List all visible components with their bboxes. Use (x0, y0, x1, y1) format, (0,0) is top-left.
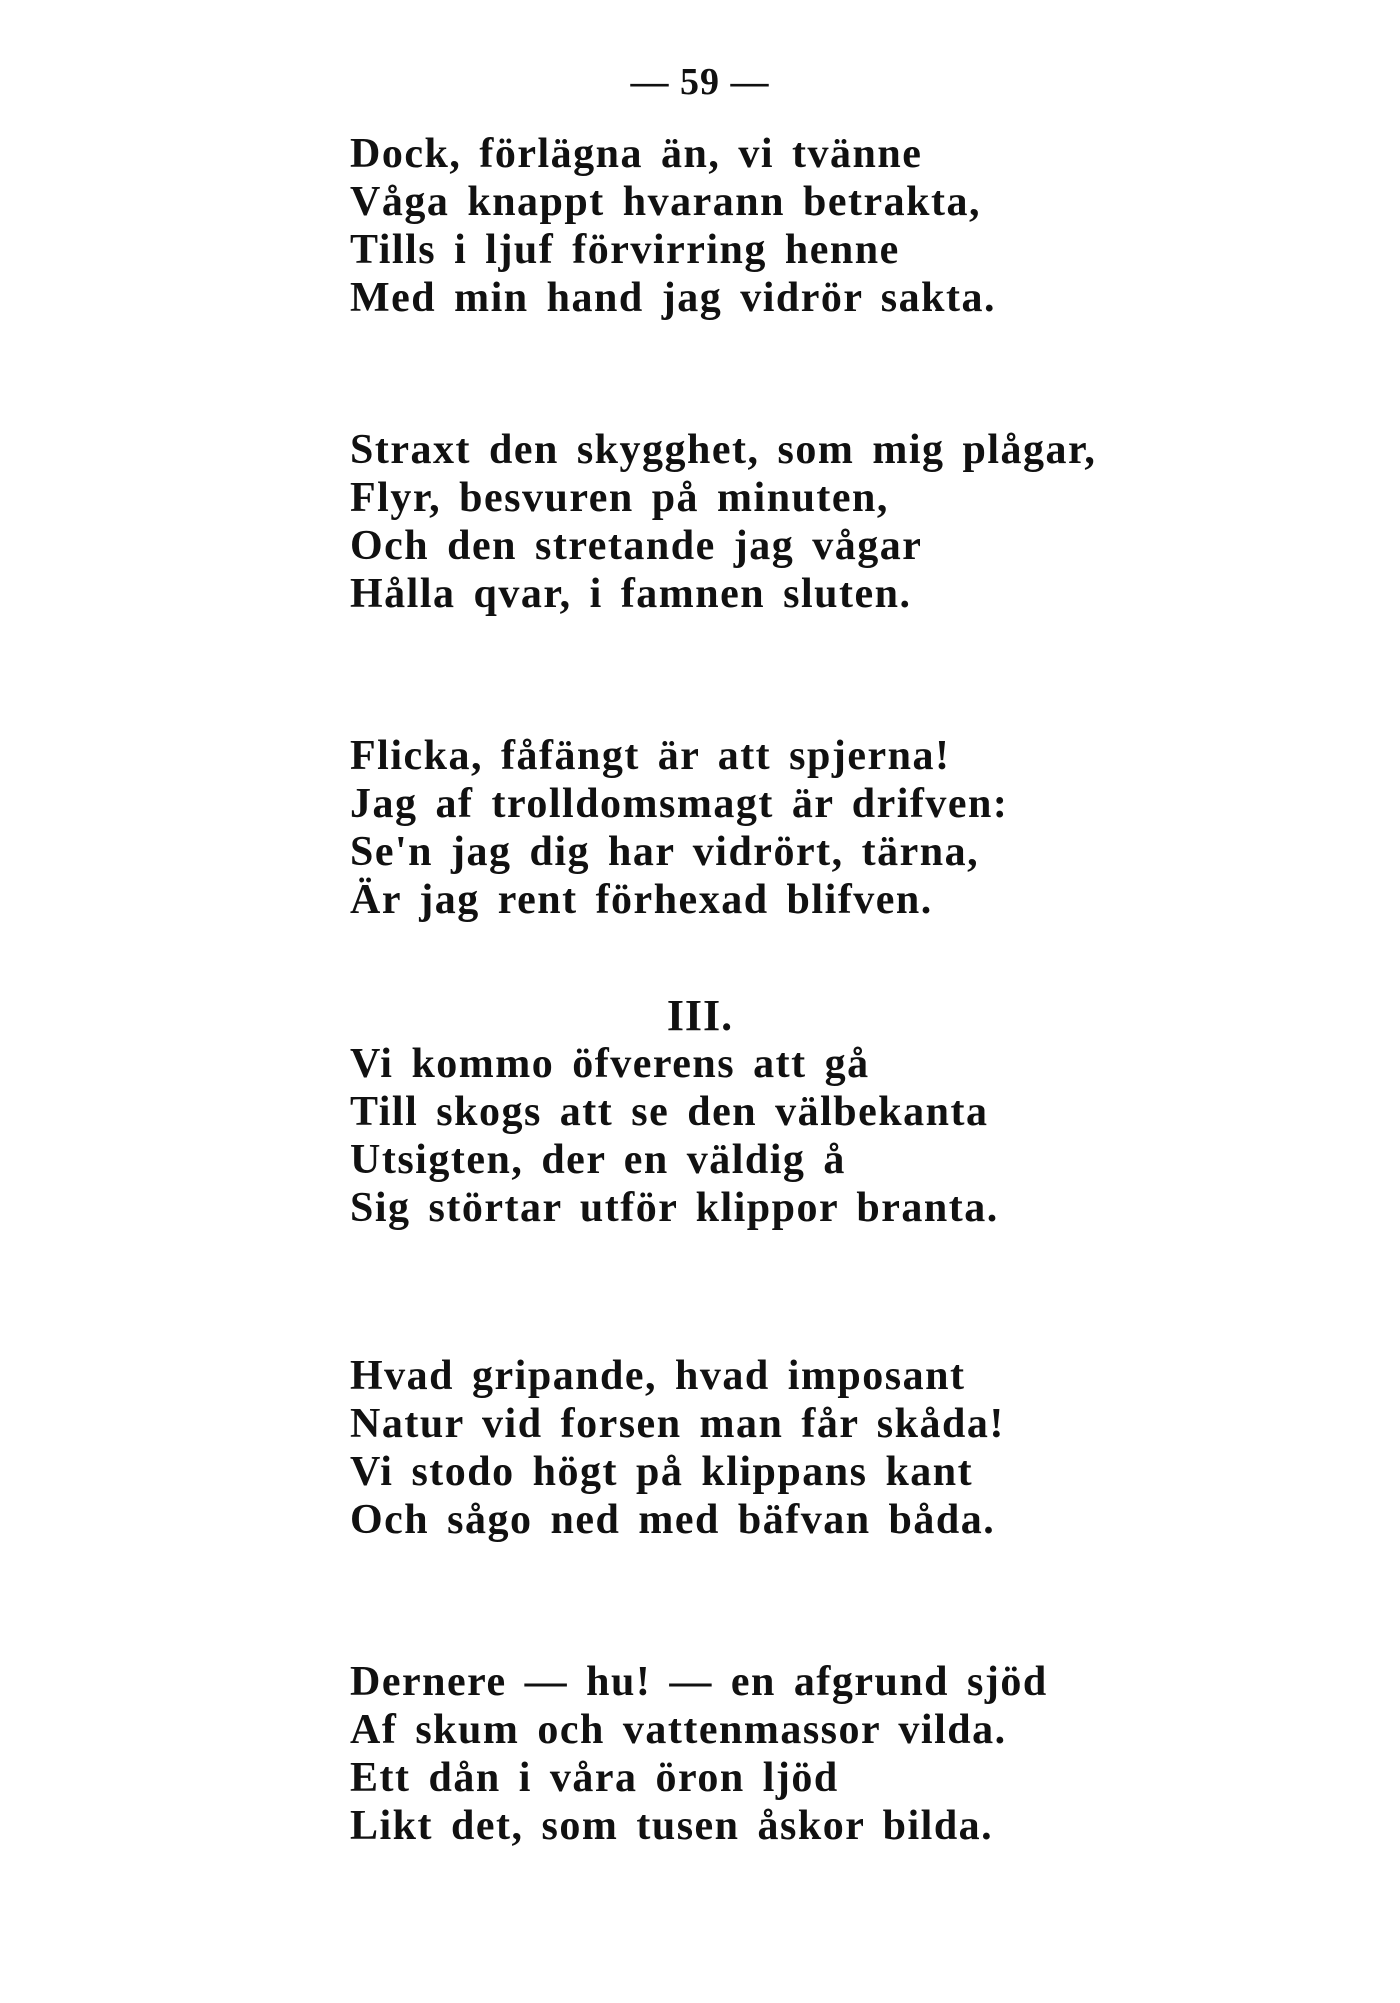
verse-line: Tills i ljuf förvirring henne (350, 227, 900, 273)
verse-line: Vi kommo öfverens att gå (350, 1041, 870, 1087)
verse-line: Och sågo ned med bäfvan båda. (350, 1497, 996, 1543)
verse-line: Våga knappt hvarann betrakta, (350, 179, 981, 225)
stanza-2 (350, 426, 1250, 618)
verse-line: Sig störtar utför klippor branta. (350, 1185, 999, 1231)
stanza-3 (350, 732, 1250, 924)
stanza-6 (350, 1658, 1250, 1850)
verse-line: Hvad gripande, hvad imposant (350, 1353, 966, 1399)
verse-line: Hålla qvar, i famnen sluten. (350, 571, 912, 617)
verse-line: Flyr, besvuren på minuten, (350, 475, 889, 521)
page-number: — 59 — (630, 61, 770, 103)
verse-line: Likt det, som tusen åskor bilda. (350, 1803, 994, 1849)
verse-line: Flicka, fåfängt är att spjerna! (350, 733, 951, 779)
section-heading: III. (666, 991, 734, 1040)
verse-line: Jag af trolldomsmagt är drifven: (350, 781, 1009, 827)
verse-line: Dock, förlägna än, vi tvänne (350, 131, 923, 177)
verse-line: Är jag rent förhexad blifven. (350, 877, 933, 923)
verse-line: Utsigten, der en väldig å (350, 1137, 846, 1183)
verse-line: Till skogs att se den välbekanta (350, 1089, 989, 1135)
stanza-4 (350, 1040, 1250, 1232)
verse-line: Och den stretande jag vågar (350, 523, 923, 569)
stanza-1 (350, 130, 1250, 322)
verse-line: Vi stodo högt på klippans kant (350, 1449, 974, 1495)
verse-line: Natur vid forsen man får skåda! (350, 1401, 1005, 1447)
verse-line: Se'n jag dig har vidrört, tärna, (350, 829, 980, 875)
verse-line: Straxt den skygghet, som mig plågar, (350, 427, 1097, 473)
stanza-5 (350, 1352, 1250, 1544)
verse-line: Dernere — hu! — en afgrund sjöd (350, 1659, 1048, 1705)
verse-line: Af skum och vattenmassor vilda. (350, 1707, 1007, 1753)
verse-line: Ett dån i våra öron ljöd (350, 1755, 839, 1801)
verse-line: Med min hand jag vidrör sakta. (350, 275, 996, 321)
